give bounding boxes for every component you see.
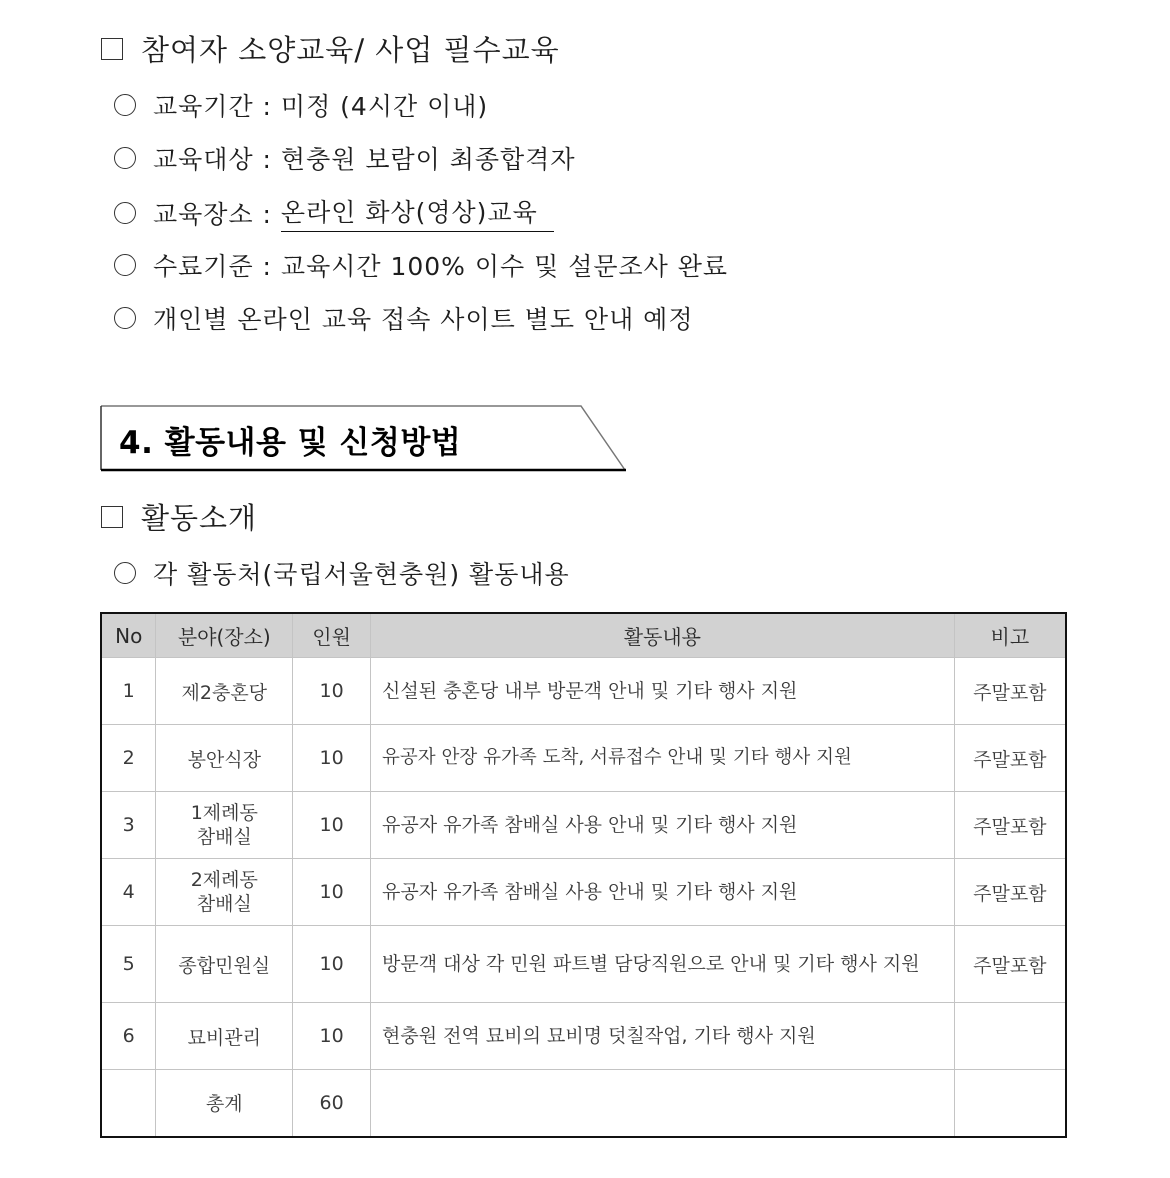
header-note: 비고 (954, 613, 1066, 658)
cell-place-line: 2제례동 (190, 869, 258, 891)
cell-no: 4 (101, 859, 156, 926)
cell-total-count: 60 (293, 1070, 371, 1137)
cell-place (156, 792, 293, 859)
table-row (101, 1003, 1066, 1070)
circle-bullet-icon (114, 562, 136, 584)
section-heading-education (101, 28, 560, 69)
cell-note: 주말포함 (954, 658, 1066, 725)
table-total-row (101, 1070, 1066, 1137)
table-row (101, 859, 1066, 926)
list-item-location (114, 193, 554, 232)
item-label: 교육기간 : (153, 92, 281, 121)
item-value-underlined: 온라인 화상(영상)교육 (281, 193, 554, 232)
activity-table (100, 612, 1067, 1138)
table-row (101, 792, 1066, 859)
item-label: 교육대상 : (153, 145, 281, 174)
square-bullet-icon (101, 506, 123, 528)
cell-count: 10 (293, 926, 371, 1003)
cell-note: 주말포함 (954, 792, 1066, 859)
header-place: 분야(장소) (156, 613, 293, 658)
cell-no: 6 (101, 1003, 156, 1070)
cell-desc: 신설된 충혼당 내부 방문객 안내 및 기타 행사 지원 (371, 658, 955, 725)
cell-no: 5 (101, 926, 156, 1003)
cell-place: 제2충혼당 (156, 658, 293, 725)
item-value: 개인별 온라인 교육 접속 사이트 별도 안내 예정 (153, 305, 694, 334)
cell-no: 3 (101, 792, 156, 859)
cell-place-line: 참배실 (196, 893, 252, 915)
cell-place: 종합민원실 (156, 926, 293, 1003)
cell-desc: 유공자 유가족 참배실 사용 안내 및 기타 행사 지원 (371, 792, 955, 859)
item-value: 교육시간 100% 이수 및 설문조사 완료 (280, 252, 729, 281)
cell-place: 묘비관리 (156, 1003, 293, 1070)
cell-desc: 방문객 대상 각 민원 파트별 담당직원으로 안내 및 기타 행사 지원 (371, 926, 955, 1003)
chapter-banner (100, 405, 628, 473)
cell-no: 1 (101, 658, 156, 725)
cell-note: 주말포함 (954, 859, 1066, 926)
cell-count: 10 (293, 859, 371, 926)
cell-count: 10 (293, 725, 371, 792)
item-label: 교육장소 : (153, 199, 281, 229)
cell-count: 10 (293, 792, 371, 859)
cell-count: 10 (293, 658, 371, 725)
header-count: 인원 (293, 613, 371, 658)
cell-note: 주말포함 (954, 725, 1066, 792)
cell-desc: 유공자 유가족 참배실 사용 안내 및 기타 행사 지원 (371, 859, 955, 926)
table-row (101, 658, 1066, 725)
list-item-activity-intro (114, 555, 570, 591)
cell-place-line: 1제례동 (190, 802, 258, 824)
table-header-row (101, 613, 1066, 658)
section-heading-activities (101, 496, 257, 537)
cell-place (156, 859, 293, 926)
list-item-period (114, 87, 488, 123)
cell-place: 봉안식장 (156, 725, 293, 792)
cell-total-label: 총계 (156, 1070, 293, 1137)
cell-desc (371, 1070, 955, 1137)
header-desc: 활동내용 (371, 613, 955, 658)
cell-count: 10 (293, 1003, 371, 1070)
square-bullet-icon (101, 38, 123, 60)
header-no: No (101, 613, 156, 658)
circle-bullet-icon (114, 94, 136, 116)
section-heading-text: 활동소개 (141, 501, 258, 535)
item-value: 미정 (4시간 이내) (280, 92, 489, 121)
cell-note (954, 1003, 1066, 1070)
circle-bullet-icon (114, 254, 136, 276)
cell-no (101, 1070, 156, 1137)
item-value: 각 활동처(국립서울현충원) 활동내용 (153, 560, 570, 589)
section-heading-text: 참여자 소양교육/ 사업 필수교육 (141, 33, 560, 67)
circle-bullet-icon (114, 307, 136, 329)
cell-place-line: 참배실 (196, 826, 252, 848)
table-row (101, 926, 1066, 1003)
cell-note: 주말포함 (954, 926, 1066, 1003)
list-item-target (114, 140, 575, 176)
cell-desc: 유공자 안장 유가족 도착, 서류접수 안내 및 기타 행사 지원 (371, 725, 955, 792)
list-item-completion (114, 247, 728, 283)
cell-no: 2 (101, 725, 156, 792)
cell-note (954, 1070, 1066, 1137)
cell-desc: 현충원 전역 묘비의 묘비명 덧칠작업, 기타 행사 지원 (371, 1003, 955, 1070)
circle-bullet-icon (114, 202, 136, 224)
table-row (101, 725, 1066, 792)
list-item-notice (114, 300, 693, 336)
circle-bullet-icon (114, 147, 136, 169)
item-label: 수료기준 : (153, 252, 281, 281)
chapter-title: 4. 활동내용 및 신청방법 (119, 425, 462, 461)
item-value: 현충원 보람이 최종합격자 (280, 145, 576, 174)
